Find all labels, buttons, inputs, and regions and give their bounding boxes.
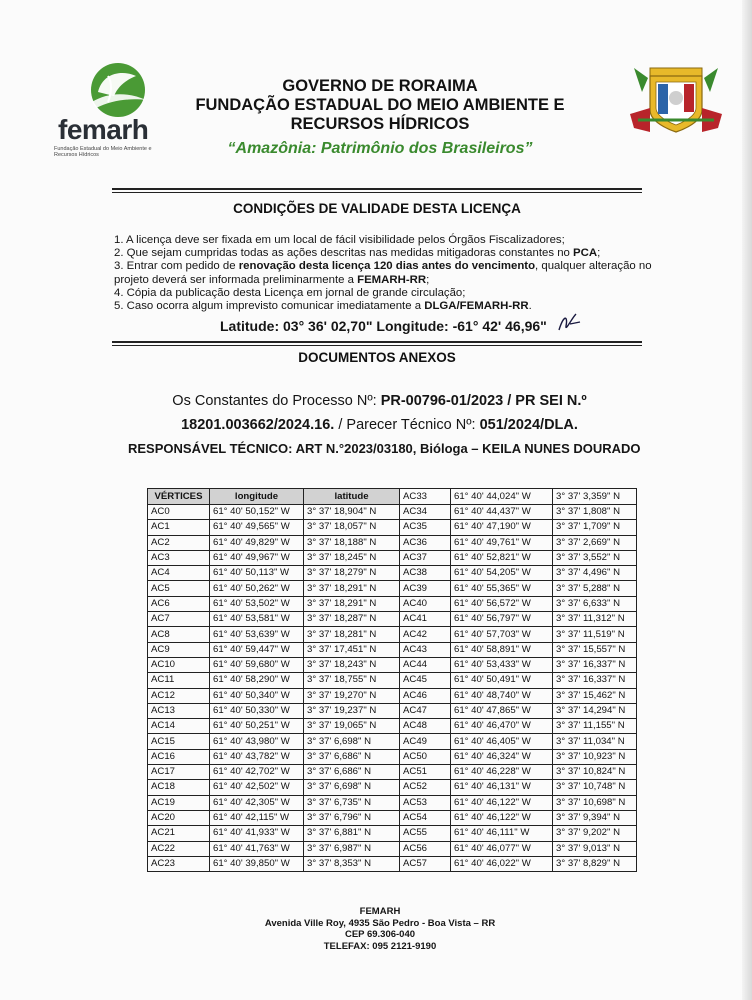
- table-cell: 3° 37' 6,686" N: [304, 765, 400, 780]
- page-edge-shadow: [742, 0, 752, 1000]
- table-row: [148, 795, 637, 810]
- table-cell: 3° 37' 10,824" N: [553, 765, 637, 780]
- table-cell: 61° 40' 56,572" W: [451, 596, 553, 611]
- table-cell: AC3: [148, 550, 210, 565]
- table-cell: AC55: [400, 826, 451, 841]
- coordinates-line: Latitude: 03° 36' 02,70" Longitude: -61° 42' 46,96": [220, 318, 547, 334]
- table-cell: 61° 40' 47,190" W: [451, 520, 553, 535]
- table-cell: AC34: [400, 505, 451, 520]
- table-cell: AC50: [400, 749, 451, 764]
- table-cell: AC5: [148, 581, 210, 596]
- table-cell: 3° 37' 15,557" N: [553, 642, 637, 657]
- table-cell: 61° 40' 52,821" W: [451, 550, 553, 565]
- table-cell: 61° 40' 46,324" W: [451, 749, 553, 764]
- table-cell: AC10: [148, 657, 210, 672]
- table-row: [148, 688, 637, 703]
- table-cell: 3° 37' 5,288" N: [553, 581, 637, 596]
- table-cell: 61° 40' 54,205" W: [451, 566, 553, 581]
- table-row: [148, 780, 637, 795]
- footer-address: Avenida Ville Roy, 4935 São Pedro - Boa Vista – RR: [264, 917, 496, 929]
- table-cell: 61° 40' 46,131" W: [451, 780, 553, 795]
- table-cell: 61° 40' 42,115" W: [210, 810, 304, 825]
- table-cell: 61° 40' 49,565" W: [210, 520, 304, 535]
- table-cell: 3° 37' 6,686" N: [304, 749, 400, 764]
- vertices-table: [147, 488, 637, 872]
- table-cell: 61° 40' 48,740" W: [451, 688, 553, 703]
- table-cell: 3° 37' 10,923" N: [553, 749, 637, 764]
- table-row: [148, 520, 637, 535]
- table-cell: 3° 37' 9,013" N: [553, 841, 637, 856]
- table-row: [148, 749, 637, 764]
- table-cell: 3° 37' 6,633" N: [553, 596, 637, 611]
- table-cell: AC23: [148, 856, 210, 871]
- table-cell: 3° 37' 18,057" N: [304, 520, 400, 535]
- table-cell: AC43: [400, 642, 451, 657]
- table-cell: AC15: [148, 734, 210, 749]
- process-value: PR-00796-01/2023 / PR SEI N.º: [380, 393, 587, 409]
- table-cell: 3° 37' 18,287" N: [304, 612, 400, 627]
- table-cell: 61° 40' 50,491" W: [451, 673, 553, 688]
- table-cell: 3° 37' 10,698" N: [553, 795, 637, 810]
- table-cell: 61° 40' 59,680" W: [210, 657, 304, 672]
- conditions-title: CONDIÇÕES DE VALIDADE DESTA LICENÇA: [233, 201, 521, 216]
- table-cell: AC48: [400, 719, 451, 734]
- table-cell: 61° 40' 49,829" W: [210, 535, 304, 550]
- table-cell: AC22: [148, 841, 210, 856]
- parecer-label: / Parecer Técnico Nº:: [334, 417, 480, 433]
- femarh-logo-icon: [78, 62, 158, 122]
- condition-text: 3. Entrar com pedido de: [114, 260, 239, 273]
- condition-text: , qualquer alteração no projeto deverá ser informada preliminarmente a: [114, 260, 652, 286]
- table-cell: 61° 40' 46,077" W: [451, 841, 553, 856]
- table-cell: 3° 37' 1,709" N: [553, 520, 637, 535]
- condition-bold: DLGA/FEMARH-RR: [424, 300, 529, 313]
- table-cell: AC6: [148, 596, 210, 611]
- table-row: [148, 657, 637, 672]
- table-cell: 3° 37' 2,669" N: [553, 535, 637, 550]
- table-cell: 3° 37' 11,312" N: [553, 612, 637, 627]
- table-cell: AC53: [400, 795, 451, 810]
- table-cell: AC44: [400, 657, 451, 672]
- table-cell: 61° 40' 46,405" W: [451, 734, 553, 749]
- table-cell: 61° 40' 58,891" W: [451, 642, 553, 657]
- footer-org: FEMARH: [359, 906, 401, 917]
- table-cell: AC1: [148, 520, 210, 535]
- table-cell: 3° 37' 18,243" N: [304, 657, 400, 672]
- condition-text: 2. Que sejam cumpridas todas as ações descritas nas medidas mitigadoras constantes no: [114, 247, 574, 260]
- table-row: [148, 703, 637, 718]
- table-cell: AC45: [400, 673, 451, 688]
- table-cell: AC7: [148, 612, 210, 627]
- divider-middle: [112, 341, 642, 346]
- conditions-list: [114, 234, 654, 313]
- table-cell: 3° 37' 11,519" N: [553, 627, 637, 642]
- table-row: [148, 826, 637, 841]
- table-cell: AC42: [400, 627, 451, 642]
- table-cell: 3° 37' 18,755" N: [304, 673, 400, 688]
- table-row: [148, 719, 637, 734]
- table-cell: 61° 40' 42,502" W: [210, 780, 304, 795]
- table-cell: 3° 37' 14,294" N: [553, 703, 637, 718]
- table-cell: AC20: [148, 810, 210, 825]
- table-body: [148, 505, 637, 872]
- table-row: [148, 550, 637, 565]
- table-cell: AC39: [400, 581, 451, 596]
- logo-wordmark: femarh: [58, 114, 149, 145]
- process-line: [112, 393, 647, 409]
- table-cell: 61° 40' 50,330" W: [210, 703, 304, 718]
- table-cell: 61° 40' 47,865" W: [451, 703, 553, 718]
- header-slogan: “Amazônia: Patrimônio dos Brasileiros”: [227, 140, 533, 157]
- table-header-row: [148, 489, 637, 505]
- table-cell: 3° 37' 15,462" N: [553, 688, 637, 703]
- table-cell: 61° 40' 44,437" W: [451, 505, 553, 520]
- table-cell: 3° 37' 1,808" N: [553, 505, 637, 520]
- table-cell: 3° 37' 3,359" N: [553, 489, 637, 505]
- table-cell: 3° 37' 8,829" N: [553, 856, 637, 871]
- table-cell: 61° 40' 46,111" W: [451, 826, 553, 841]
- table-cell: 3° 37' 18,245" N: [304, 550, 400, 565]
- parecer-value: 051/2024/DLA.: [479, 417, 578, 433]
- header-longitude: longitude: [210, 489, 304, 505]
- table-cell: 61° 40' 53,581" W: [210, 612, 304, 627]
- table-cell: 61° 40' 46,228" W: [451, 765, 553, 780]
- table-row: [148, 535, 637, 550]
- header-line-2: FUNDAÇÃO ESTADUAL DO MEIO AMBIENTE E: [195, 96, 565, 114]
- table-cell: 3° 37' 18,291" N: [304, 581, 400, 596]
- table-cell: 61° 40' 43,980" W: [210, 734, 304, 749]
- table-cell: 61° 40' 46,122" W: [451, 810, 553, 825]
- table-cell: 3° 37' 18,281" N: [304, 627, 400, 642]
- parecer-line: [112, 417, 647, 433]
- table-cell: 3° 37' 6,735" N: [304, 795, 400, 810]
- table-cell: 3° 37' 6,698" N: [304, 780, 400, 795]
- table-cell: 3° 37' 19,270" N: [304, 688, 400, 703]
- table-cell: AC35: [400, 520, 451, 535]
- table-cell: 61° 40' 57,703" W: [451, 627, 553, 642]
- table-cell: 61° 40' 42,305" W: [210, 795, 304, 810]
- table-cell: 61° 40' 50,262" W: [210, 581, 304, 596]
- table-cell: 3° 37' 18,904" N: [304, 505, 400, 520]
- table-cell: 3° 37' 11,034" N: [553, 734, 637, 749]
- header-line-1: GOVERNO DE RORAIMA: [282, 77, 478, 95]
- table-row: [148, 505, 637, 520]
- table-row: [148, 596, 637, 611]
- table-cell: 3° 37' 16,337" N: [553, 673, 637, 688]
- coat-of-arms-icon: [628, 62, 724, 136]
- table-cell: AC8: [148, 627, 210, 642]
- table-cell: AC47: [400, 703, 451, 718]
- table-cell: 3° 37' 6,987" N: [304, 841, 400, 856]
- divider-top: [112, 188, 642, 193]
- table-cell: 3° 37' 16,337" N: [553, 657, 637, 672]
- table-cell: AC36: [400, 535, 451, 550]
- logo-tagline: Fundação Estadual do Meio Ambiente e Recursos Hídricos: [54, 146, 152, 158]
- table-row: [148, 642, 637, 657]
- table-cell: 3° 37' 4,496" N: [553, 566, 637, 581]
- table-cell: AC0: [148, 505, 210, 520]
- table-cell: AC17: [148, 765, 210, 780]
- table-cell: AC33: [400, 489, 451, 505]
- condition-text: ;: [426, 273, 430, 286]
- table-cell: 61° 40' 49,761" W: [451, 535, 553, 550]
- table-row: [148, 734, 637, 749]
- table-cell: 3° 37' 6,796" N: [304, 810, 400, 825]
- table-cell: AC56: [400, 841, 451, 856]
- table-row: [148, 810, 637, 825]
- condition-bold: FEMARH-RR: [357, 273, 427, 286]
- table-cell: AC49: [400, 734, 451, 749]
- table-cell: 3° 37' 10,748" N: [553, 780, 637, 795]
- condition-bold: PCA: [573, 247, 598, 260]
- condition-item-4: 4. Cópia da publicação desta Licença em jornal de grande circulação;: [114, 286, 466, 299]
- condition-text: ;: [597, 247, 601, 260]
- table-cell: AC9: [148, 642, 210, 657]
- table-cell: AC14: [148, 719, 210, 734]
- table-cell: 3° 37' 9,394" N: [553, 810, 637, 825]
- responsavel-tecnico: RESPONSÁVEL TÉCNICO: ART N.°2023/03180, Bióloga – KEILA NUNES DOURADO: [128, 441, 641, 456]
- condition-item-3: [114, 260, 654, 286]
- table-cell: 61° 40' 42,702" W: [210, 765, 304, 780]
- table-cell: 61° 40' 55,365" W: [451, 581, 553, 596]
- table-cell: 3° 37' 3,552" N: [553, 550, 637, 565]
- table-cell: 61° 40' 46,470" W: [451, 719, 553, 734]
- table-cell: 3° 37' 11,155" N: [553, 719, 637, 734]
- table-cell: 3° 37' 17,451" N: [304, 642, 400, 657]
- table-cell: 61° 40' 56,797" W: [451, 612, 553, 627]
- table-row: [148, 673, 637, 688]
- table-cell: 3° 37' 6,881" N: [304, 826, 400, 841]
- table-cell: 61° 40' 41,763" W: [210, 841, 304, 856]
- table-cell: AC11: [148, 673, 210, 688]
- condition-item-2: [114, 247, 654, 260]
- footer-phone: TELEFAX: 095 2121-9190: [323, 940, 437, 952]
- annexes-title: DOCUMENTOS ANEXOS: [298, 350, 456, 365]
- table-cell: 61° 40' 53,433" W: [451, 657, 553, 672]
- table-cell: AC18: [148, 780, 210, 795]
- table-cell: 61° 40' 50,251" W: [210, 719, 304, 734]
- table-cell: AC51: [400, 765, 451, 780]
- table-cell: 3° 37' 8,353" N: [304, 856, 400, 871]
- table-cell: 61° 40' 41,933" W: [210, 826, 304, 841]
- table-cell: AC13: [148, 703, 210, 718]
- header-latitude: latitude: [304, 489, 400, 505]
- table-cell: 3° 37' 19,237" N: [304, 703, 400, 718]
- table-cell: AC21: [148, 826, 210, 841]
- table-cell: 61° 40' 49,967" W: [210, 550, 304, 565]
- document-footer: [200, 906, 560, 952]
- table-cell: 61° 40' 53,639" W: [210, 627, 304, 642]
- table-cell: AC46: [400, 688, 451, 703]
- condition-text: .: [528, 300, 532, 313]
- table-row: [148, 856, 637, 871]
- table-cell: 61° 40' 39,850" W: [210, 856, 304, 871]
- table-row: [148, 566, 637, 581]
- table-cell: AC16: [148, 749, 210, 764]
- condition-item-1: 1. A licença deve ser fixada em um local de fácil visibilidade pelos Órgãos Fiscalizadores;: [114, 234, 565, 246]
- process-label: Os Constantes do Processo Nº:: [172, 393, 381, 409]
- table-cell: 3° 37' 19,065" N: [304, 719, 400, 734]
- table-cell: 61° 40' 59,447" W: [210, 642, 304, 657]
- table-cell: 61° 40' 50,113" W: [210, 566, 304, 581]
- table-row: [148, 612, 637, 627]
- footer-cep: CEP 69.306-040: [344, 929, 416, 940]
- table-row: [148, 627, 637, 642]
- table-cell: 3° 37' 9,202" N: [553, 826, 637, 841]
- table-cell: 61° 40' 50,340" W: [210, 688, 304, 703]
- header-line-3: RECURSOS HÍDRICOS: [290, 115, 470, 133]
- table-cell: 61° 40' 46,122" W: [451, 795, 553, 810]
- table-row: [148, 841, 637, 856]
- document-header: [160, 77, 600, 158]
- table-cell: AC57: [400, 856, 451, 871]
- table-cell: 3° 37' 18,188" N: [304, 535, 400, 550]
- table-cell: 61° 40' 58,290" W: [210, 673, 304, 688]
- signature-mark-icon: [556, 310, 582, 336]
- table-cell: 61° 40' 44,024" W: [451, 489, 553, 505]
- table-cell: AC12: [148, 688, 210, 703]
- table-cell: AC40: [400, 596, 451, 611]
- table-cell: AC54: [400, 810, 451, 825]
- table-cell: 61° 40' 43,782" W: [210, 749, 304, 764]
- header-vertices: VÉRTICES: [148, 489, 210, 505]
- table-row: [148, 581, 637, 596]
- table-cell: AC19: [148, 795, 210, 810]
- table-cell: 3° 37' 6,698" N: [304, 734, 400, 749]
- table-cell: 61° 40' 50,152" W: [210, 505, 304, 520]
- table-cell: AC41: [400, 612, 451, 627]
- condition-bold: renovação desta licença 120 dias antes do vencimento: [238, 260, 536, 273]
- table-row: [148, 765, 637, 780]
- table-cell: AC2: [148, 535, 210, 550]
- table-cell: AC4: [148, 566, 210, 581]
- table-cell: 3° 37' 18,279" N: [304, 566, 400, 581]
- table-cell: 61° 40' 46,022" W: [451, 856, 553, 871]
- sei-value: 18201.003662/2024.16.: [181, 417, 335, 433]
- table-cell: 3° 37' 18,291" N: [304, 596, 400, 611]
- table-cell: AC52: [400, 780, 451, 795]
- condition-text: 5. Caso ocorra algum imprevisto comunicar imediatamente a: [114, 300, 425, 313]
- table-cell: 61° 40' 53,502" W: [210, 596, 304, 611]
- table-cell: AC38: [400, 566, 451, 581]
- table-cell: AC37: [400, 550, 451, 565]
